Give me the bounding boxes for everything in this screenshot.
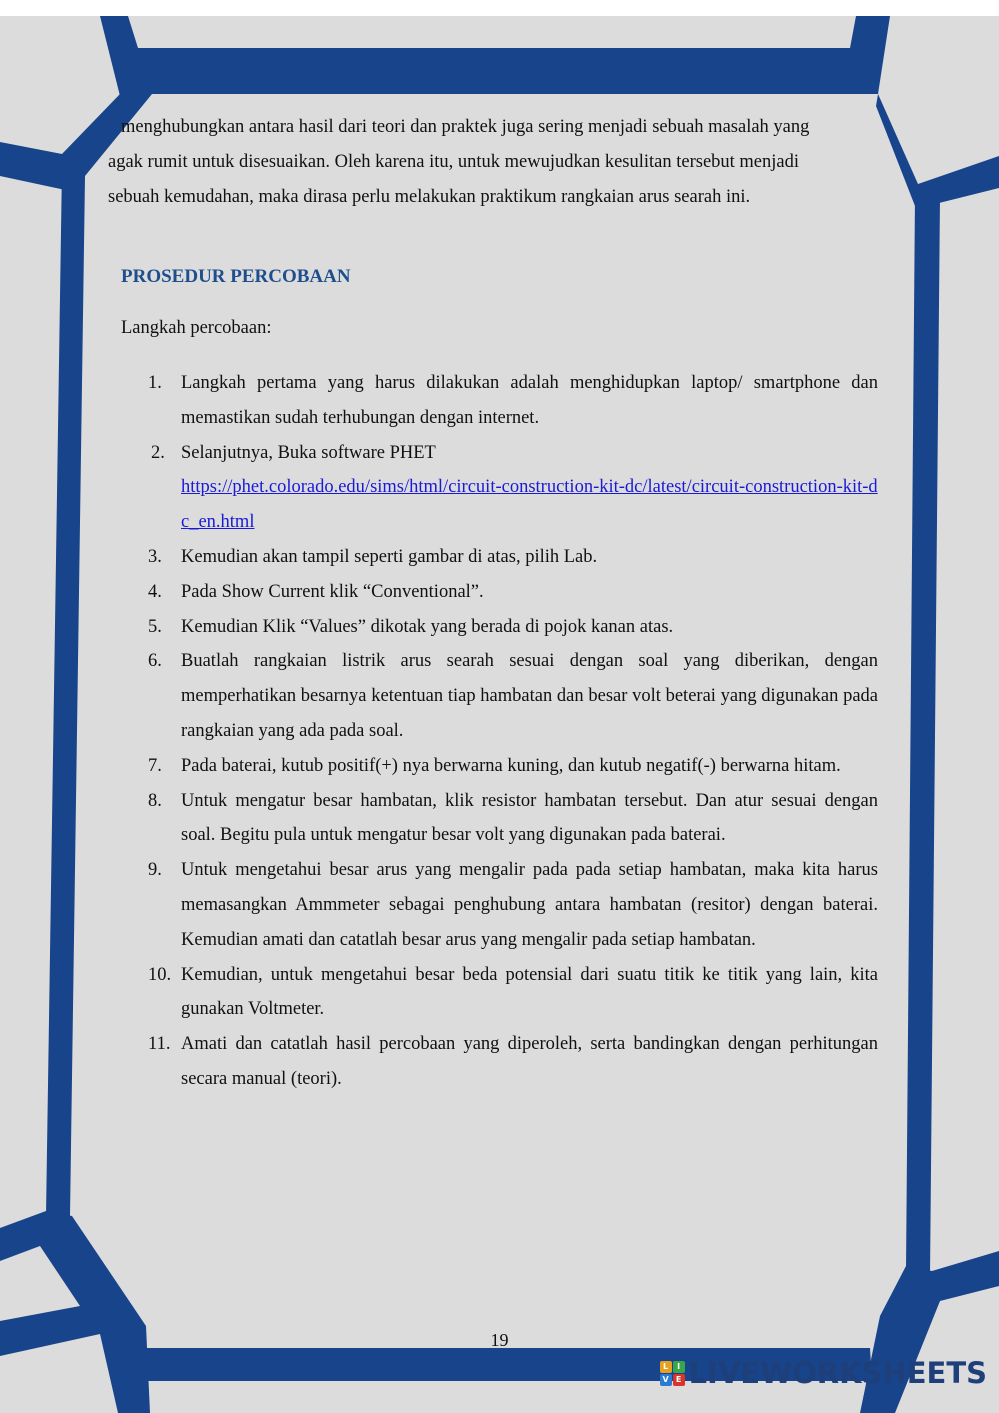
list-item bbox=[148, 436, 878, 540]
step-number: 7. bbox=[148, 755, 162, 776]
list-item bbox=[148, 749, 878, 784]
step-number: 9. bbox=[148, 860, 162, 881]
intro-paragraph bbox=[108, 110, 878, 215]
list-item bbox=[148, 610, 878, 645]
step-number: 11. bbox=[148, 1034, 171, 1055]
logo-letter: V bbox=[660, 1374, 672, 1386]
step-text: Kemudian akan tampil seperti gambar di atas, pilih Lab. bbox=[181, 546, 598, 567]
list-item bbox=[148, 644, 878, 748]
procedure-steps-list bbox=[148, 366, 878, 1097]
step-text: Pada baterai, kutub positif(+) nya berwarna kuning, dan kutub negatif(-) berwarna hitam. bbox=[181, 755, 841, 776]
logo-letter: E bbox=[673, 1374, 685, 1386]
liveworksheets-logo-icon bbox=[660, 1361, 685, 1386]
step-number: 5. bbox=[148, 616, 162, 637]
step-number: 6. bbox=[148, 651, 162, 672]
step-number: 1. bbox=[148, 373, 162, 393]
list-item bbox=[148, 366, 878, 436]
section-heading: PROSEDUR PERCOBAAN bbox=[121, 266, 351, 287]
step-number: 8. bbox=[148, 790, 162, 811]
page-number: 19 bbox=[490, 1330, 509, 1350]
step-text: Untuk mengatur besar hambatan, klik resistor hambatan tersebut. Dan atur sesuai dengan soal. Begitu pula untuk mengatur besar volt yang digunakan pada baterai. bbox=[181, 790, 878, 846]
document-page bbox=[0, 16, 999, 1413]
step-number: 2. bbox=[151, 442, 165, 463]
list-item bbox=[148, 784, 878, 854]
step-text: Pada Show Current klik “Conventional”. bbox=[181, 581, 484, 602]
list-item bbox=[148, 540, 878, 575]
intro-line: menghubungkan antara hasil dari teori dan praktek juga sering menjadi sebuah masalah yang bbox=[121, 117, 810, 137]
logo-letter: I bbox=[673, 1361, 685, 1373]
step-text: Kemudian, untuk mengetahui besar beda potensial dari suatu titik ke titik yang lain, kita gunakan Voltmeter. bbox=[181, 964, 878, 1020]
liveworksheets-brand[interactable] bbox=[660, 1356, 987, 1390]
list-item bbox=[148, 958, 878, 1028]
step-number: 4. bbox=[148, 581, 162, 602]
intro-line: sebuah kemudahan, maka dirasa perlu melakukan praktikum rangkaian arus searah ini. bbox=[108, 187, 751, 207]
brand-name: LIVEWORKSHEETS bbox=[688, 1356, 987, 1390]
step-number: 3. bbox=[148, 546, 162, 567]
step-text: Langkah pertama yang harus dilakukan adalah menghidupkan laptop/ smartphone dan memastikan sudah terhubungan dengan internet. bbox=[181, 373, 878, 428]
list-item bbox=[148, 853, 878, 957]
step-text: Untuk mengetahui besar arus yang mengalir pada pada setiap hambatan, maka kita harus memasangkan Ammmeter sebagai penghubung antara hambatan (resitor) dengan baterai. Kemudian amati dan catatlah besar arus yang mengalir pada setiap hambatan. bbox=[181, 860, 878, 950]
steps-label: Langkah percobaan: bbox=[121, 318, 272, 338]
step-text: Amati dan catatlah hasil percobaan yang diperoleh, serta bandingkan dengan perhitungan secara manual (teori). bbox=[181, 1034, 878, 1089]
step-text: Buatlah rangkaian listrik arus searah sesuai dengan soal yang diberikan, dengan memperhatikan besarnya ketentuan tiap hambatan dan besar volt beterai yang digunakan pada rangkaian yang ada pada soal. bbox=[181, 651, 878, 741]
list-item bbox=[148, 1027, 878, 1097]
list-item bbox=[148, 575, 878, 610]
phet-link[interactable]: https://phet.colorado.edu/sims/html/circuit-construction-kit-dc/latest/circuit-construction-kit-dc_en.html bbox=[181, 477, 878, 533]
logo-letter: L bbox=[660, 1361, 672, 1373]
step-number: 10. bbox=[148, 964, 172, 985]
intro-line: agak rumit untuk disesuaikan. Oleh karena itu, untuk mewujudkan kesulitan tersebut menjadi bbox=[108, 152, 800, 172]
step-text: Selanjutnya, Buka software PHET bbox=[181, 442, 436, 463]
step-text: Kemudian Klik “Values” dikotak yang berada di pojok kanan atas. bbox=[181, 616, 674, 637]
